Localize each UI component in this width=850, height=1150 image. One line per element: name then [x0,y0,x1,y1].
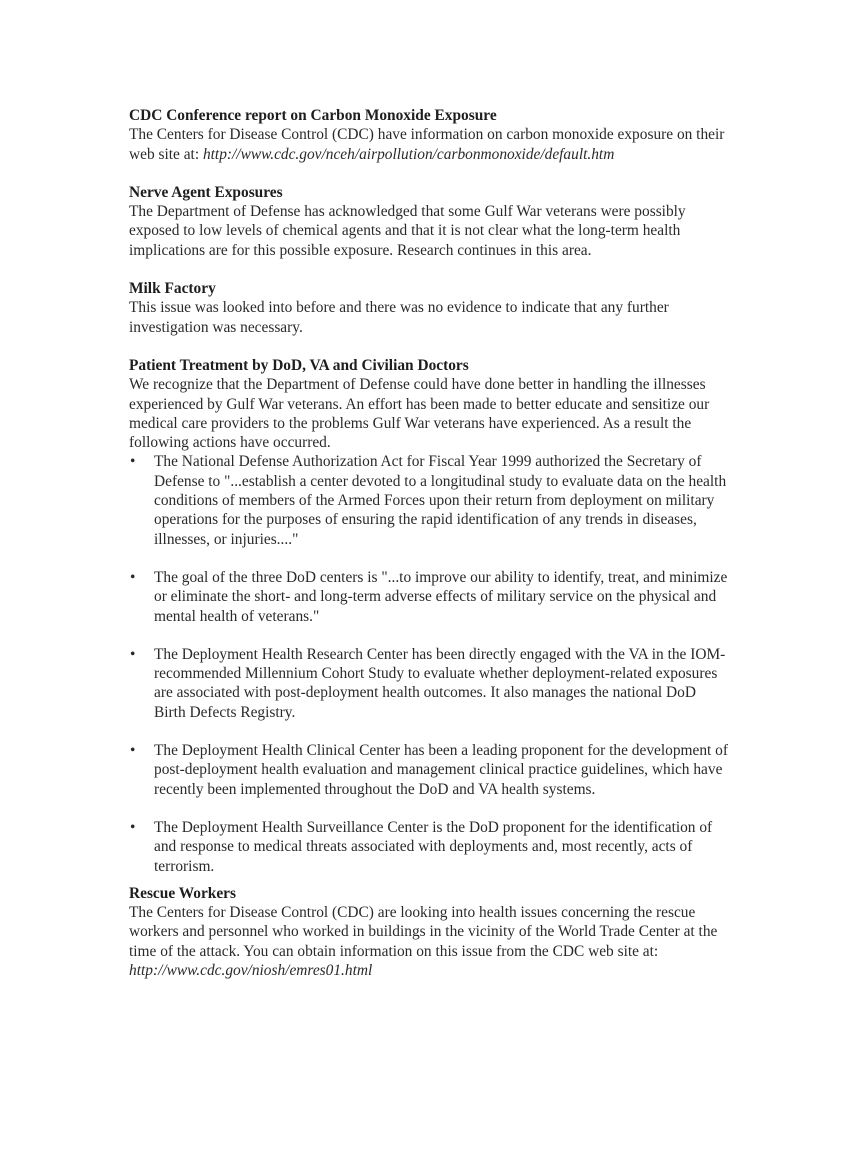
section-heading: Nerve Agent Exposures [129,183,283,201]
section-rescue-workers [129,884,729,980]
list-item-text: The National Defense Authorization Act for Fiscal Year 1999 authorized the Secretary of Defense to "...establish a center devoted to a longitudinal study to evaluate data on the health conditions of members of the Armed Forces upon their return from deployment on military operations for the purposes of ensuring the rapid identification of any trends in diseases, illnesses, or injuries...." [154,453,727,548]
list-item [129,818,729,876]
section-patient-treatment [129,356,729,876]
list-item-text: The Deployment Health Research Center has been directly engaged with the VA in the IOM-recommended Millennium Cohort Study to evaluate whether deployment-related exposures are associated with post-deployment health outcomes. It also manages the national DoD Birth Defects Registry. [154,645,726,721]
section-body: The Department of Defense has acknowledged that some Gulf War veterans were possibly exposed to low levels of chemical agents and that it is not clear what the long-term health implications are for this possible exposure. Research continues in this area. [129,203,686,259]
section-body: This issue was looked into before and there was no evidence to indicate that any further investigation was necessary. [129,299,669,336]
list-item-text: The Deployment Health Surveillance Center is the DoD proponent for the identification of and response to medical threats associated with deployments and, most recently, acts of terrorism. [154,818,713,875]
bullet-icon: • [130,818,136,836]
body-text: The Centers for Disease Control (CDC) have information on carbon monoxide exposure on their web site at: [129,126,725,163]
section-milk-factory [129,279,729,337]
list-item [129,741,729,799]
section-heading: Patient Treatment by DoD, VA and Civilian Doctors [129,356,469,374]
section-body [129,125,729,164]
list-item [129,568,729,626]
section-heading: Rescue Workers [129,884,237,902]
list-item [129,452,729,548]
body-text: The Centers for Disease Control (CDC) are looking into health issues concerning the rescue workers and personnel who worked in buildings in the vicinity of the World Trade Center at the time of the attack. You can obtain information on this issue from the CDC web site at: [129,904,718,960]
list-item [129,645,729,722]
cdc-niosh-link[interactable]: http://www.cdc.gov/niosh/emres01.html [129,961,373,979]
section-heading: Milk Factory [129,280,216,298]
bullet-icon: • [130,453,136,471]
section-carbon-monoxide [129,106,729,164]
section-body [129,903,729,980]
section-body: We recognize that the Department of Defense could have done better in handling the illnesses experienced by Gulf War veterans. An effort has been made to better educate and sensitize our medical care providers to the problems Gulf War veterans have experienced. As a result the following actions have occurred. [129,376,710,452]
section-nerve-agent [129,183,729,260]
list-item-text: The goal of the three DoD centers is "...to improve our ability to identify, treat, and minimize or eliminate the short- and long-term adverse effects of military service on the physical and mental health of veterans." [154,568,728,625]
section-heading: CDC Conference report on Carbon Monoxide Exposure [129,107,497,124]
bullet-icon: • [130,742,136,760]
bullet-icon: • [130,645,136,663]
bullet-icon: • [130,568,136,586]
document-page [129,106,729,999]
list-item-text: The Deployment Health Clinical Center has been a leading proponent for the development of post-deployment health evaluation and management clinical practice guidelines, which have recently been implemented throughout the DoD and VA health systems. [154,742,728,798]
cdc-co-link[interactable]: http://www.cdc.gov/nceh/airpollution/carbonmonoxide/default.htm [202,145,615,163]
actions-list [129,452,729,875]
